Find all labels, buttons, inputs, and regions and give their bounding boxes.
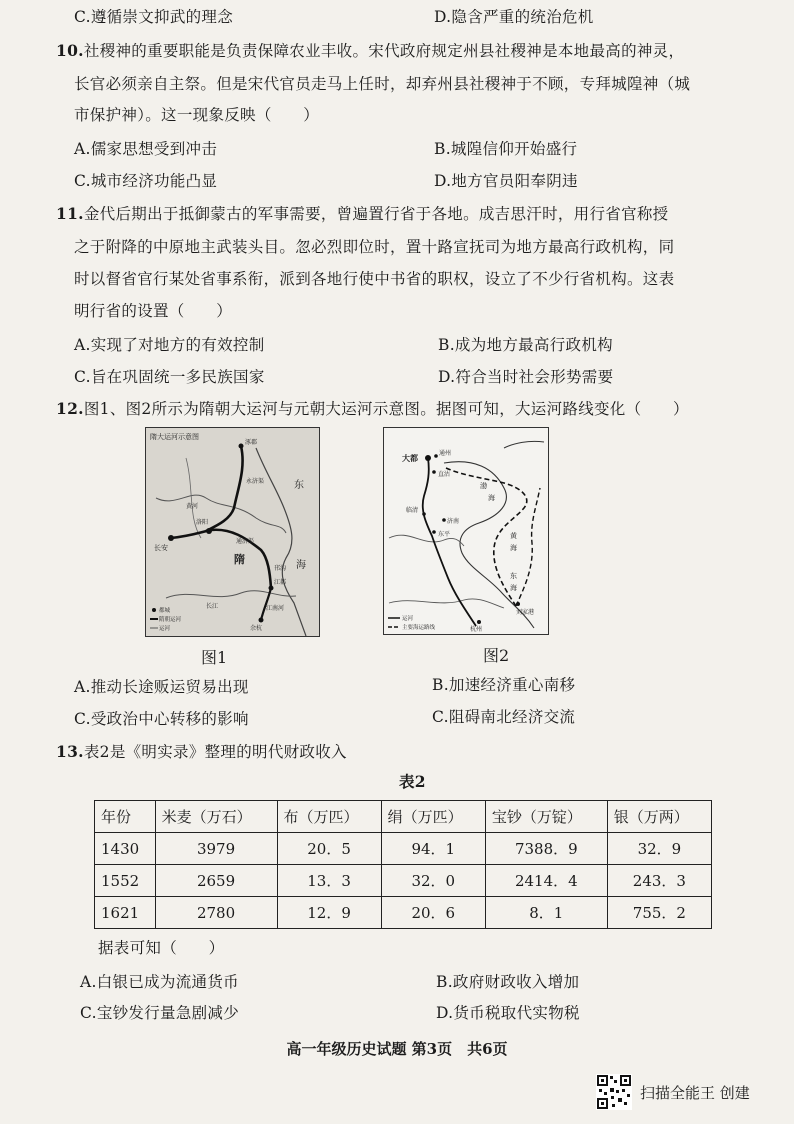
table-cell: 1552: [95, 865, 156, 897]
table-cell: 13．3: [277, 865, 381, 897]
svg-text:江南河: 江南河: [266, 605, 285, 612]
q11-stem-line2: 之于附降的中原地主武装头目。忽必烈即位时，置十路宣抚司为地方最高行政机构，同: [74, 238, 675, 256]
table-cell: 32．0: [381, 865, 485, 897]
q12-option-c: C.受政治中心转移的影响: [74, 710, 249, 728]
fig1-city-zhuojun: [239, 444, 244, 449]
table-row: [95, 833, 712, 865]
svg-text:洛阳: 洛阳: [196, 519, 209, 526]
svg-text:海: 海: [296, 560, 306, 571]
q12-option-b: B.加速经济重心南移: [432, 676, 576, 694]
table-cell: 94．1: [381, 833, 485, 865]
svg-text:海: 海: [510, 544, 517, 552]
q13-option-b: B.政府财政收入增加: [436, 973, 580, 991]
q10-option-c: C.城市经济功能凸显: [74, 172, 218, 190]
q10-option-d: D.地方官员阳奉阴违: [434, 172, 578, 190]
table-cell: 20．6: [381, 897, 485, 929]
q10-option-b: B.城隍信仰开始盛行: [434, 140, 578, 158]
table-header-cell: 银（万两）: [607, 801, 711, 833]
q11-option-a: A.实现了对地方的有效控制: [74, 336, 265, 354]
svg-text:杭州: 杭州: [470, 626, 483, 633]
qr-code-icon: [596, 1074, 632, 1110]
svg-text:刘家港: 刘家港: [516, 609, 535, 616]
table-cell: 32．9: [607, 833, 711, 865]
q10-stem-line1: 10.社稷神的重要职能是负责保障农业丰收。宋代政府规定州县社稷神是本地最高的神灵，: [56, 41, 685, 60]
svg-text:涿郡: 涿郡: [245, 439, 258, 446]
table-cell: 2659: [155, 865, 277, 897]
table-header-cell: 绢（万匹）: [381, 801, 485, 833]
scanner-watermark: 扫描全能王 创建: [640, 1084, 750, 1102]
q13-number: 13.: [56, 742, 84, 761]
q10-stem-line2: 长官必须亲自主祭。但是宋代官员走马上任时，却弃州县社稷神于不顾，专拜城隍神（城: [74, 75, 691, 93]
svg-text:临清: 临清: [406, 507, 419, 514]
svg-text:余杭: 余杭: [250, 625, 263, 632]
svg-text:邗沟: 邗沟: [274, 565, 287, 572]
q11-option-c: C.旨在巩固统一多民族国家: [74, 368, 265, 386]
table-cell: 7388．9: [485, 833, 607, 865]
q12-number: 12.: [56, 399, 84, 418]
svg-text:隋: 隋: [234, 553, 245, 566]
table-cell: 755．2: [607, 897, 711, 929]
q13-option-a: A.白银已成为流通货币: [80, 973, 239, 991]
q12-option-d: C.阻碍南北经济交流: [432, 708, 576, 726]
fig2-city-hangzhou: [477, 620, 481, 624]
fig1-city-yuhang: [259, 618, 264, 623]
figure-2-caption: 图2: [483, 646, 510, 665]
svg-text:大都: 大都: [402, 454, 418, 463]
svg-text:东: 东: [510, 572, 517, 580]
svg-text:通济渠: 通济渠: [236, 538, 255, 545]
svg-text:通州: 通州: [439, 450, 452, 457]
q9-option-c: C.遵循崇文抑武的理念: [74, 8, 234, 26]
svg-text:东平: 东平: [438, 531, 451, 538]
q11-stem-line4: 明行省的设置（ ）: [74, 302, 233, 320]
q11-option-b: B.成为地方最高行政机构: [438, 336, 613, 354]
figure-2-yuan-canal-map: [383, 427, 549, 635]
svg-text:隋朝运河: 隋朝运河: [159, 617, 182, 623]
q10-number: 10.: [56, 41, 84, 60]
table-2-title: 表2: [399, 772, 426, 791]
q13-stem: 13.表2是《明实录》整理的明代财政收入: [56, 742, 347, 761]
svg-text:济南: 济南: [447, 518, 460, 525]
q9-option-d: D.隐含严重的统治危机: [434, 8, 594, 26]
q11-option-d: D.符合当时社会形势需要: [438, 368, 614, 386]
svg-text:黄: 黄: [510, 532, 517, 540]
table-row: [95, 865, 712, 897]
table-cell: 12．9: [277, 897, 381, 929]
svg-text:永济渠: 永济渠: [246, 478, 265, 485]
q12-stem: 12.图1、图2所示为隋朝大运河与元朝大运河示意图。据图可知，大运河路线变化（ ）: [56, 399, 689, 418]
fig1-title: 隋大运河示意图: [150, 433, 199, 441]
svg-text:黄河: 黄河: [186, 503, 199, 510]
table-cell: 20．5: [277, 833, 381, 865]
fig1-city-changan: [168, 535, 174, 541]
table-header-cell: 布（万匹）: [277, 801, 381, 833]
table-2-fiscal-revenue: [94, 800, 712, 929]
table-header-row: [95, 801, 712, 833]
svg-text:主要海运路线: 主要海运路线: [402, 625, 436, 631]
fig2-city-dadu: [425, 455, 431, 461]
svg-text:渤: 渤: [480, 482, 487, 490]
svg-text:长江: 长江: [206, 603, 219, 610]
table-header-cell: 宝钞（万锭）: [485, 801, 607, 833]
q11-stem-line3: 时以督省官行某处省事系衔，派到各地行使中书省的职权，设立了不少行省机构。这表: [74, 270, 675, 288]
table-header-cell: 年份: [95, 801, 156, 833]
table-cell: 2780: [155, 897, 277, 929]
fig1-city-jiangdu: [269, 586, 274, 591]
svg-text:东: 东: [294, 480, 304, 491]
page-footer: 高一年级历史试题 第3页 共6页: [286, 1040, 508, 1058]
q12-option-a: A.推动长途贩运贸易出现: [74, 678, 249, 696]
svg-text:运河: 运河: [402, 616, 414, 622]
svg-text:直沽: 直沽: [438, 471, 451, 478]
svg-text:海: 海: [510, 584, 517, 592]
q13-option-c: C.宝钞发行量急剧减少: [80, 1004, 240, 1022]
table-row: [95, 897, 712, 929]
table-cell: 8．1: [485, 897, 607, 929]
q11-number: 11.: [56, 204, 84, 223]
fig1-city-luoyang: [206, 528, 212, 534]
svg-text:运河: 运河: [159, 626, 171, 632]
table-header-cell: 米麦（万石）: [155, 801, 277, 833]
q11-stem-line1: 11.金代后期出于抵御蒙古的军事需要，曾遍置行省于各地。成吉思汗时，用行省官称授: [56, 204, 669, 223]
figure-1-caption: 图1: [201, 648, 228, 667]
svg-text:海: 海: [488, 494, 495, 502]
table-cell: 243．3: [607, 865, 711, 897]
q10-option-a: A.儒家思想受到冲击: [74, 140, 218, 158]
figure-1-sui-canal-map: [145, 427, 320, 637]
svg-text:江都: 江都: [274, 579, 287, 586]
q10-stem-line3: 市保护神）。这一现象反映（ ）: [74, 106, 320, 124]
table-cell: 1621: [95, 897, 156, 929]
table-cell: 1430: [95, 833, 156, 865]
svg-text:都城: 都城: [159, 608, 171, 614]
q13-prompt: 据表可知（ ）: [98, 939, 225, 957]
table-cell: 2414．4: [485, 865, 607, 897]
svg-text:长安: 长安: [154, 544, 168, 552]
table-cell: 3979: [155, 833, 277, 865]
q13-option-d: D.货币税取代实物税: [436, 1004, 580, 1022]
